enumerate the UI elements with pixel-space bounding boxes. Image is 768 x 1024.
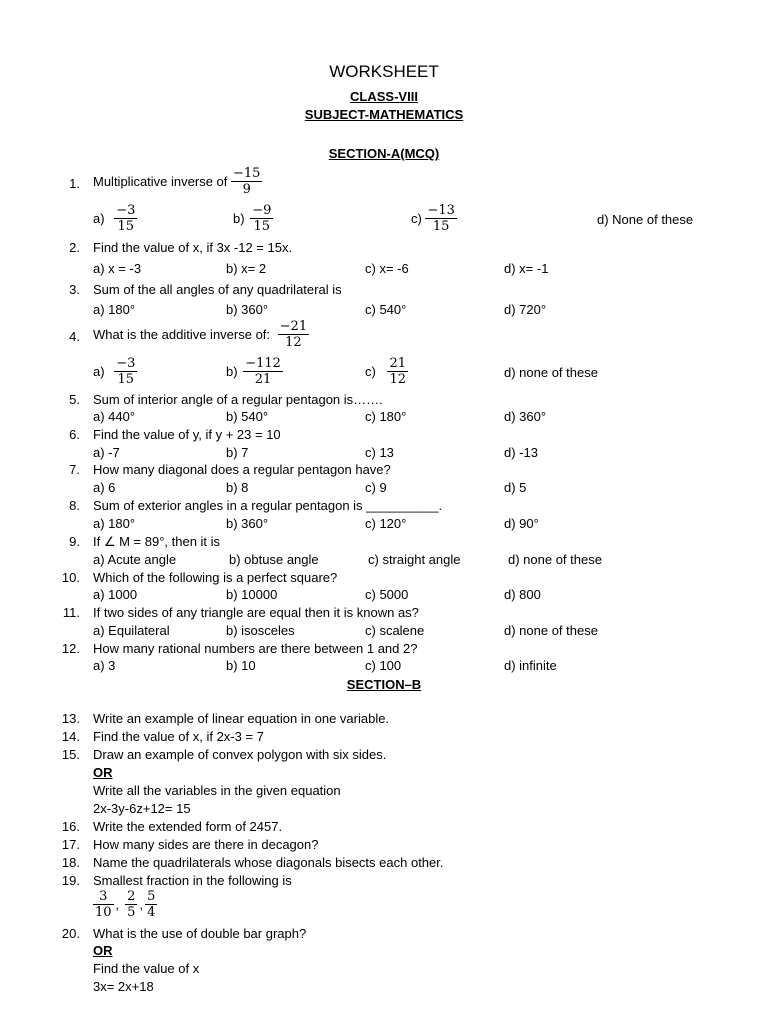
q3-text: Sum of the all angles of any quadrilateral is — [93, 282, 342, 297]
q1-option-a-denominator: 15 — [117, 219, 135, 234]
q4-option-c-denominator: 12 — [389, 372, 407, 387]
q9-option-a: a) Acute angle — [93, 552, 177, 567]
q5-option-d: d) 360° — [504, 409, 547, 424]
q7-option-a: a) 6 — [93, 480, 116, 495]
q1-text: Multiplicative inverse of — [93, 173, 228, 189]
q9-option-b: b) obtuse angle — [229, 552, 319, 567]
q11-option-a: a) Equilateral — [93, 623, 170, 638]
q9-option-c: c) straight angle — [368, 552, 461, 567]
q9-number: 9. — [69, 534, 80, 549]
q19-fraction-3-numerator: 5 — [147, 889, 156, 904]
q3-number: 3. — [69, 282, 80, 297]
q19-fractions — [93, 889, 157, 920]
q8-option-a: a) 180° — [93, 516, 136, 531]
q8-number: 8. — [69, 498, 80, 513]
q19-separator-1: , — [115, 896, 120, 912]
q5-option-c: c) 180° — [365, 409, 407, 424]
q12-text: How many rational numbers are there between 1 and 2? — [93, 641, 418, 656]
q2-option-d: d) x= -1 — [504, 261, 549, 276]
q5-text: Sum of interior angle of a regular pentagon is……. — [93, 392, 383, 407]
q19-separator-2: , — [139, 896, 144, 912]
q11-number: 11. — [62, 605, 80, 620]
q15-equation: 2x-3y-6z+12= 15 — [93, 801, 191, 816]
q5-option-a: a) 440° — [93, 409, 136, 424]
q1-fraction-numerator: −15 — [233, 166, 261, 181]
q11-option-b: b) isosceles — [226, 623, 295, 638]
q8-option-d: d) 90° — [504, 516, 539, 531]
q20-equation: 3x= 2x+18 — [93, 979, 154, 994]
q4-option-c — [365, 356, 408, 387]
q3-option-a: a) 180° — [93, 302, 136, 317]
q14-text: Find the value of x, if 2x-3 = 7 — [93, 729, 264, 744]
q7-option-c: c) 9 — [365, 480, 387, 495]
q19-fraction-2 — [125, 889, 137, 920]
q1-option-b — [233, 203, 273, 234]
q13-number: 13. — [61, 711, 80, 726]
q1-option-d: d) None of these — [597, 212, 694, 227]
q1-option-c — [411, 203, 457, 234]
q1-option-b-fraction — [250, 203, 273, 234]
q1-option-a-numerator: −3 — [116, 203, 136, 218]
q10-text: Which of the following is a perfect square? — [93, 570, 338, 585]
q19-fraction-1 — [93, 889, 114, 920]
q14-number: 14. — [61, 729, 80, 744]
q12-option-b: b) 10 — [226, 658, 256, 673]
q5-number: 5. — [69, 392, 80, 407]
q4-option-c-fraction — [387, 356, 408, 387]
q11-text: If two sides of any triangle are equal then it is known as? — [93, 605, 419, 620]
q12-option-c: c) 100 — [365, 658, 402, 673]
q1-option-a-label: a) — [93, 210, 105, 226]
section-a-heading: SECTION-A(MCQ) — [328, 146, 440, 161]
q19-fraction-1-denominator: 10 — [95, 905, 112, 920]
q1-option-c-label: c) — [411, 210, 422, 226]
q9-option-d: d) none of these — [508, 552, 602, 567]
q6-option-a: a) -7 — [93, 445, 120, 460]
q17-text: How many sides are there in decagon? — [93, 837, 319, 852]
q4-fraction-denominator: 12 — [285, 335, 302, 350]
q8-option-c: c) 120° — [365, 516, 407, 531]
q2-option-a: a) x = -3 — [93, 261, 142, 276]
q1-question — [93, 166, 262, 197]
q4-fraction-numerator: −21 — [279, 319, 308, 334]
q4-option-c-numerator: 21 — [389, 356, 407, 371]
q4-text: What is the additive inverse of: — [93, 326, 271, 342]
class-heading: CLASS-VIII — [350, 89, 418, 104]
q6-text: Find the value of y, if y + 23 = 10 — [93, 427, 281, 442]
q11-option-d: d) none of these — [504, 623, 598, 638]
q4-option-b-numerator: −112 — [245, 356, 281, 371]
q4-option-a-label: a) — [93, 363, 105, 379]
q15-alt: Write all the variables in the given equation — [93, 783, 341, 798]
q4-option-a-denominator: 15 — [117, 372, 135, 387]
q3-option-b: b) 360° — [226, 302, 269, 317]
q1-option-c-numerator: −13 — [427, 203, 455, 218]
q2-option-b: b) x= 2 — [226, 261, 267, 276]
q4-option-c-label: c) — [365, 363, 376, 379]
q20-number: 20. — [61, 926, 80, 941]
q6-number: 6. — [69, 427, 80, 442]
q7-option-d: d) 5 — [504, 480, 527, 495]
q1-option-c-fraction — [425, 203, 456, 234]
q4-option-a-numerator: −3 — [116, 356, 136, 371]
q3-option-d: d) 720° — [504, 302, 547, 317]
q3-option-c: c) 540° — [365, 302, 407, 317]
q12-option-d: d) infinite — [504, 658, 557, 673]
q9-text: If ∠ M = 89°, then it is — [93, 534, 221, 549]
q1-option-b-numerator: −9 — [252, 203, 272, 218]
q7-option-b: b) 8 — [226, 480, 249, 495]
q1-fraction — [231, 166, 262, 197]
section-b-heading: SECTION–B — [346, 677, 422, 692]
q4-option-a — [93, 356, 137, 387]
page-title: WORKSHEET — [329, 62, 439, 81]
q16-number: 16. — [61, 819, 80, 834]
q13-text: Write an example of linear equation in one variable. — [93, 711, 390, 726]
q4-option-b — [226, 356, 283, 387]
q10-option-c: c) 5000 — [365, 587, 409, 602]
q10-option-d: d) 800 — [504, 587, 541, 602]
q10-number: 10. — [61, 570, 80, 585]
q17-number: 17. — [61, 837, 80, 852]
q6-option-b: b) 7 — [226, 445, 249, 460]
q4-question — [93, 319, 309, 350]
q4-fraction — [278, 319, 309, 350]
q20-text: What is the use of double bar graph? — [93, 926, 307, 941]
q1-option-a-fraction — [114, 203, 137, 234]
q8-text: Sum of exterior angles in a regular pentagon is __________. — [93, 498, 443, 513]
q7-number: 7. — [69, 462, 80, 477]
subject-heading: SUBJECT-MATHEMATICS — [304, 107, 464, 122]
q1-number: 1. — [69, 176, 80, 191]
q1-fraction-denominator: 9 — [242, 182, 251, 197]
q11-option-c: c) scalene — [365, 623, 425, 638]
q20-alt: Find the value of x — [93, 961, 200, 976]
q1-option-a — [93, 203, 137, 234]
q15-text: Draw an example of convex polygon with six sides. — [93, 747, 387, 762]
q19-fraction-3 — [145, 889, 157, 920]
q4-option-a-fraction — [114, 356, 137, 387]
q6-option-c: c) 13 — [365, 445, 394, 460]
q12-number: 12. — [61, 641, 80, 656]
q18-number: 18. — [61, 855, 80, 870]
q19-fraction-2-numerator: 2 — [127, 889, 136, 904]
q6-option-d: d) -13 — [504, 445, 538, 460]
q20-or: OR — [93, 943, 113, 958]
q8-option-b: b) 360° — [226, 516, 269, 531]
q12-option-a: a) 3 — [93, 658, 116, 673]
q15-number: 15. — [61, 747, 80, 762]
q2-option-c: c) x= -6 — [365, 261, 409, 276]
q10-option-a: a) 1000 — [93, 587, 138, 602]
q19-fraction-3-denominator: 4 — [147, 905, 156, 920]
q4-option-b-label: b) — [226, 363, 238, 379]
q19-fraction-1-numerator: 3 — [93, 889, 114, 905]
q19-text: Smallest fraction in the following is — [93, 873, 292, 888]
q4-option-d: d) none of these — [504, 365, 598, 380]
q18-text: Name the quadrilaterals whose diagonals bisects each other. — [93, 855, 444, 870]
q2-text: Find the value of x, if 3x -12 = 15x. — [93, 240, 293, 255]
q15-or: OR — [93, 765, 113, 780]
q1-option-b-label: b) — [233, 210, 245, 226]
q4-option-b-denominator: 21 — [254, 372, 272, 387]
q1-option-c-denominator: 15 — [432, 219, 450, 234]
q7-text: How many diagonal does a regular pentagon have? — [93, 462, 391, 477]
q4-number: 4. — [69, 329, 80, 344]
q5-option-b: b) 540° — [226, 409, 269, 424]
q19-number: 19. — [61, 873, 80, 888]
q10-option-b: b) 10000 — [226, 587, 278, 602]
q19-fraction-2-denominator: 5 — [127, 905, 136, 920]
q1-option-b-denominator: 15 — [253, 219, 271, 234]
q4-option-b-fraction — [243, 356, 283, 387]
q16-text: Write the extended form of 2457. — [93, 819, 283, 834]
q2-number: 2. — [69, 240, 80, 255]
